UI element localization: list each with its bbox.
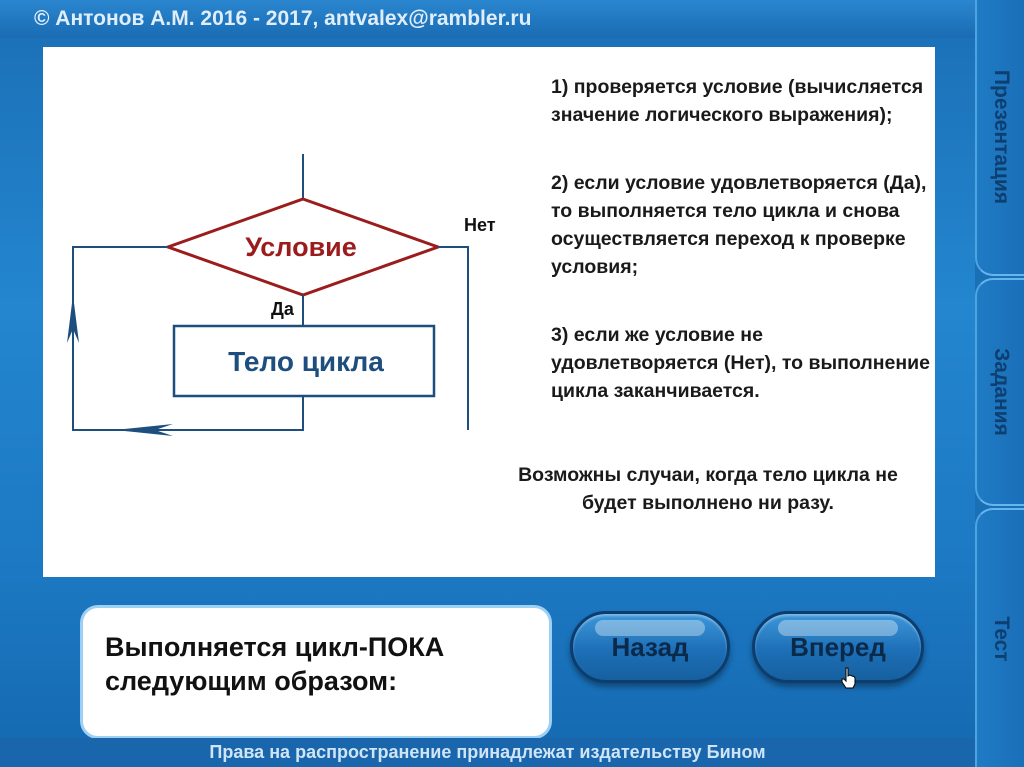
next-button[interactable] [752,611,924,683]
copyright-text: © Антонов А.М. 2016 - 2017, antvalex@rambler.ru [34,7,532,30]
condition-label: Условие [245,232,357,262]
statement-box [80,605,552,739]
tab-presentation[interactable] [975,0,1024,276]
next-button-label: Вперед [790,631,886,662]
back-button-label: Назад [611,631,689,662]
tab-test[interactable] [975,508,1024,767]
step-3: 3) если же условие не удовлетворяется (Нет), то выполнение цикла заканчивается. [551,324,930,402]
next-button-gloss [778,620,898,636]
no-label: Нет [464,215,496,235]
back-button-gloss [595,620,706,636]
footer-rights: Права на распространение принадлежат издательству Бином [209,742,766,762]
while-loop-flowchart [43,47,523,577]
tab-presentation-label: Презентация [989,69,1013,205]
step-1: 1) проверяется условие (вычисляется значение логического выражения); [551,76,924,126]
loop-body-label: Тело цикла [228,346,384,377]
slide-content [43,47,935,577]
back-button[interactable] [570,611,730,683]
no-path [438,247,468,430]
step-2: 2) если условие удовлетворяется (Да), то выполняется тело цикла и снова осуществляется переход к проверке условия; [551,172,927,278]
tab-test-label: Тест [989,615,1013,662]
tab-tasks[interactable] [975,278,1024,506]
yes-label: Да [271,299,294,319]
hand-cursor-icon [840,667,858,689]
footer-bar [0,738,975,767]
header-bar [0,0,975,38]
statement-text: Выполняется цикл-ПОКА следующим образом: [105,632,445,696]
tab-tasks-label: Задания [989,348,1013,436]
note-text: Возможны случаи, когда тело цикла не будет выполнено ни разу. [518,464,898,514]
